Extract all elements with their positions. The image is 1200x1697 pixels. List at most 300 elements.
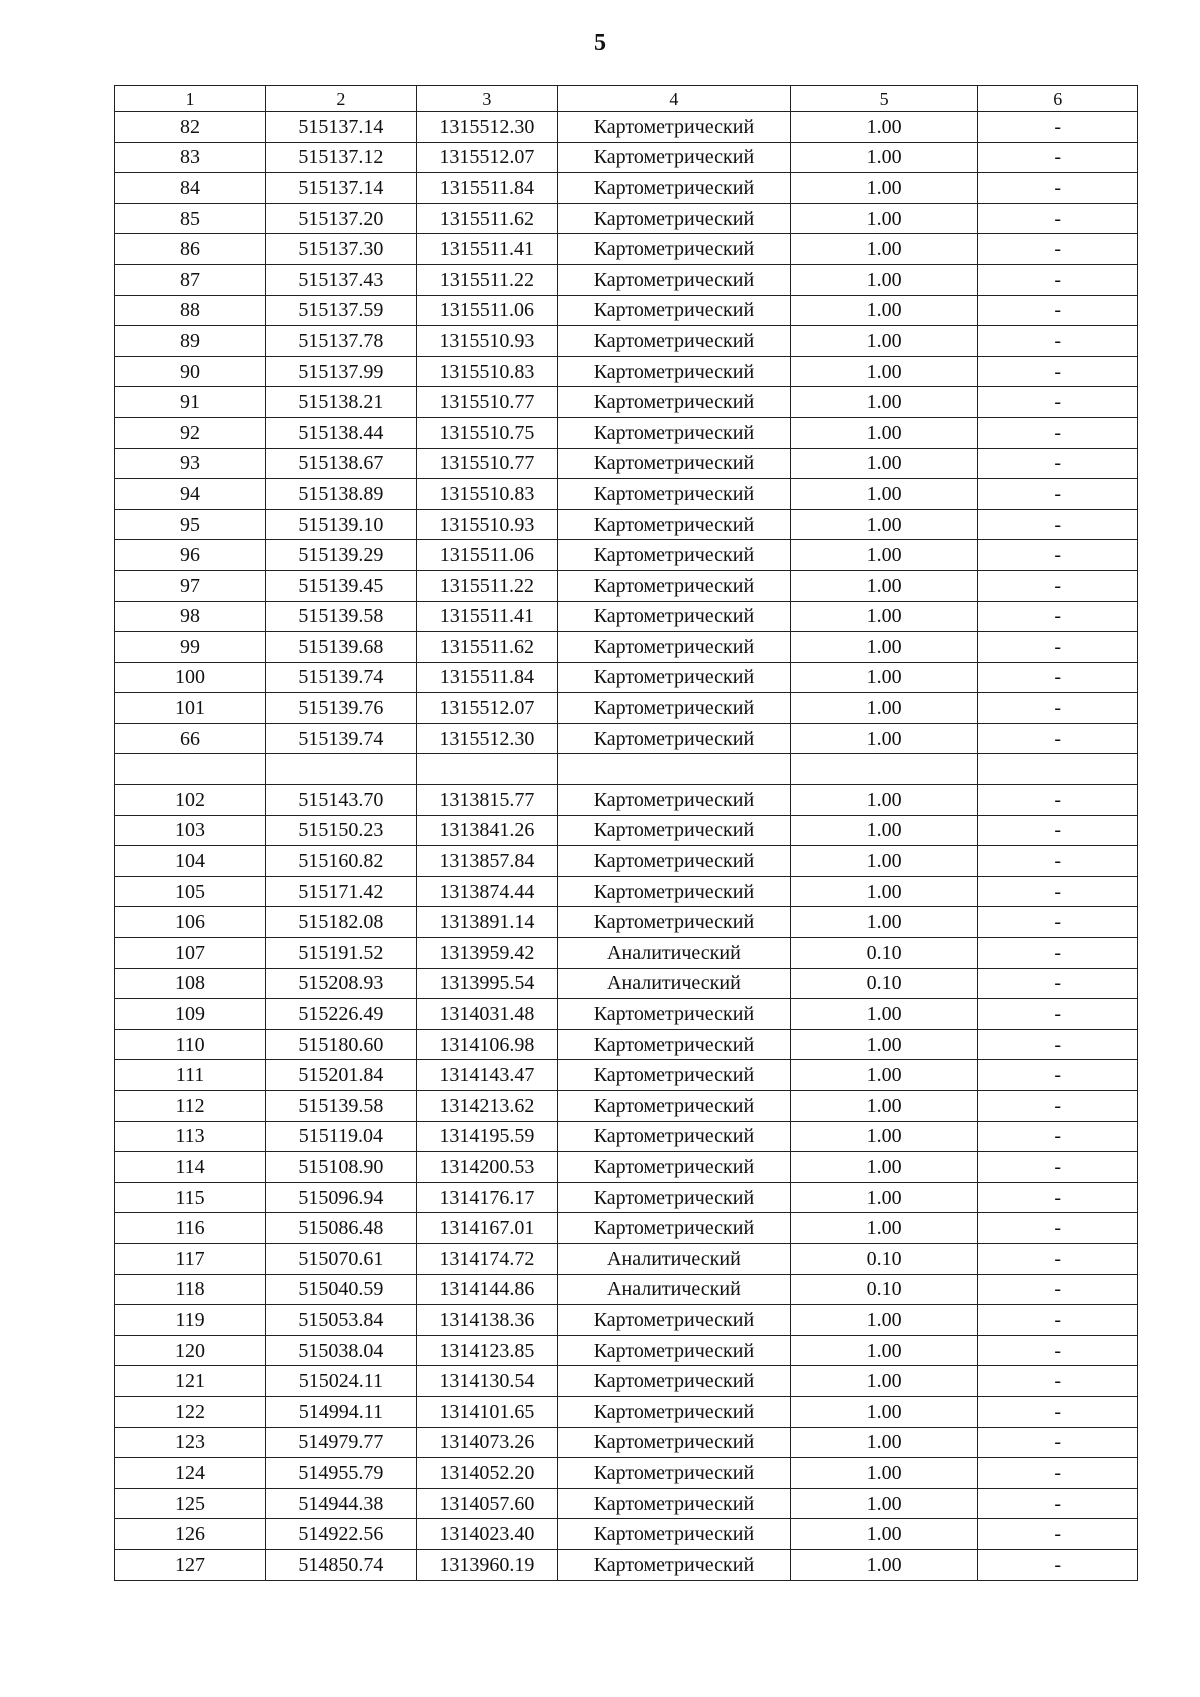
y-coordinate-cell: 1315510.77 bbox=[416, 448, 557, 479]
note-cell: - bbox=[978, 1091, 1138, 1122]
table-row bbox=[115, 693, 1138, 724]
column-header: 1 bbox=[115, 86, 266, 112]
x-coordinate-cell: 515139.29 bbox=[265, 540, 416, 571]
x-coordinate-cell: 514944.38 bbox=[265, 1488, 416, 1519]
accuracy-cell: 1.00 bbox=[790, 1060, 978, 1091]
note-cell: - bbox=[978, 1243, 1138, 1274]
accuracy-cell: 1.00 bbox=[790, 601, 978, 632]
note-cell: - bbox=[978, 815, 1138, 846]
coordinates-table bbox=[114, 85, 1138, 1581]
note-cell: - bbox=[978, 846, 1138, 877]
y-coordinate-cell: 1313857.84 bbox=[416, 846, 557, 877]
point-number-cell: 85 bbox=[115, 203, 266, 234]
table-row bbox=[115, 1458, 1138, 1489]
table-row bbox=[115, 203, 1138, 234]
method-cell: Картометрический bbox=[558, 1121, 791, 1152]
accuracy-cell: 1.00 bbox=[790, 234, 978, 265]
method-cell: Картометрический bbox=[558, 264, 791, 295]
accuracy-cell: 1.00 bbox=[790, 632, 978, 663]
accuracy-cell: 1.00 bbox=[790, 1335, 978, 1366]
table-row bbox=[115, 1549, 1138, 1580]
point-number-cell: 82 bbox=[115, 112, 266, 143]
accuracy-cell: 1.00 bbox=[790, 1396, 978, 1427]
note-cell: - bbox=[978, 907, 1138, 938]
y-coordinate-cell: 1313959.42 bbox=[416, 938, 557, 969]
point-number-cell: 108 bbox=[115, 968, 266, 999]
accuracy-cell: 1.00 bbox=[790, 693, 978, 724]
y-coordinate-cell: 1314052.20 bbox=[416, 1458, 557, 1489]
point-number-cell: 91 bbox=[115, 387, 266, 418]
note-cell: - bbox=[978, 142, 1138, 173]
x-coordinate-cell: 514979.77 bbox=[265, 1427, 416, 1458]
method-cell: Картометрический bbox=[558, 479, 791, 510]
note-cell: - bbox=[978, 1519, 1138, 1550]
x-coordinate-cell: 514955.79 bbox=[265, 1458, 416, 1489]
x-coordinate-cell: 515180.60 bbox=[265, 1029, 416, 1060]
y-coordinate-cell: 1315510.83 bbox=[416, 479, 557, 510]
y-coordinate-cell: 1314123.85 bbox=[416, 1335, 557, 1366]
table-row bbox=[115, 601, 1138, 632]
table-row bbox=[115, 938, 1138, 969]
note-cell: - bbox=[978, 1458, 1138, 1489]
point-number-cell: 98 bbox=[115, 601, 266, 632]
accuracy-cell: 1.00 bbox=[790, 112, 978, 143]
note-cell: - bbox=[978, 417, 1138, 448]
point-number-cell: 102 bbox=[115, 785, 266, 816]
table-row bbox=[115, 999, 1138, 1030]
accuracy-cell: 1.00 bbox=[790, 1488, 978, 1519]
note-cell: - bbox=[978, 203, 1138, 234]
method-cell: Картометрический bbox=[558, 693, 791, 724]
y-coordinate-cell: 1315512.07 bbox=[416, 142, 557, 173]
y-coordinate-cell: 1315511.06 bbox=[416, 295, 557, 326]
accuracy-cell bbox=[790, 754, 978, 785]
point-number-cell: 89 bbox=[115, 326, 266, 357]
note-cell: - bbox=[978, 938, 1138, 969]
accuracy-cell: 1.00 bbox=[790, 509, 978, 540]
note-cell: - bbox=[978, 1427, 1138, 1458]
accuracy-cell: 1.00 bbox=[790, 1152, 978, 1183]
table-row bbox=[115, 1029, 1138, 1060]
y-coordinate-cell: 1315511.22 bbox=[416, 570, 557, 601]
note-cell: - bbox=[978, 1121, 1138, 1152]
accuracy-cell: 1.00 bbox=[790, 1549, 978, 1580]
x-coordinate-cell: 515139.74 bbox=[265, 723, 416, 754]
method-cell: Картометрический bbox=[558, 846, 791, 877]
point-number-cell: 93 bbox=[115, 448, 266, 479]
point-number-cell: 66 bbox=[115, 723, 266, 754]
accuracy-cell: 1.00 bbox=[790, 326, 978, 357]
method-cell: Картометрический bbox=[558, 1549, 791, 1580]
column-header: 3 bbox=[416, 86, 557, 112]
table-row bbox=[115, 1519, 1138, 1550]
x-coordinate-cell: 515137.59 bbox=[265, 295, 416, 326]
x-coordinate-cell: 515208.93 bbox=[265, 968, 416, 999]
note-cell: - bbox=[978, 570, 1138, 601]
x-coordinate-cell: 515182.08 bbox=[265, 907, 416, 938]
x-coordinate-cell: 515137.78 bbox=[265, 326, 416, 357]
accuracy-cell: 1.00 bbox=[790, 1366, 978, 1397]
table-row bbox=[115, 295, 1138, 326]
y-coordinate-cell: 1315511.84 bbox=[416, 662, 557, 693]
page-number: 5 bbox=[594, 30, 606, 56]
table-row bbox=[115, 1305, 1138, 1336]
point-number-cell: 103 bbox=[115, 815, 266, 846]
x-coordinate-cell: 515191.52 bbox=[265, 938, 416, 969]
accuracy-cell: 1.00 bbox=[790, 723, 978, 754]
table-row bbox=[115, 1213, 1138, 1244]
x-coordinate-cell: 514850.74 bbox=[265, 1549, 416, 1580]
point-number-cell: 94 bbox=[115, 479, 266, 510]
method-cell: Картометрический bbox=[558, 785, 791, 816]
accuracy-cell: 1.00 bbox=[790, 479, 978, 510]
note-cell: - bbox=[978, 112, 1138, 143]
x-coordinate-cell: 515139.10 bbox=[265, 509, 416, 540]
accuracy-cell: 1.00 bbox=[790, 846, 978, 877]
point-number-cell: 87 bbox=[115, 264, 266, 295]
table-row bbox=[115, 876, 1138, 907]
note-cell: - bbox=[978, 876, 1138, 907]
table-row bbox=[115, 1335, 1138, 1366]
accuracy-cell: 1.00 bbox=[790, 999, 978, 1030]
table-row bbox=[115, 509, 1138, 540]
y-coordinate-cell: 1314176.17 bbox=[416, 1182, 557, 1213]
method-cell: Картометрический bbox=[558, 1305, 791, 1336]
point-number-cell: 123 bbox=[115, 1427, 266, 1458]
note-cell: - bbox=[978, 1182, 1138, 1213]
table-row bbox=[115, 326, 1138, 357]
accuracy-cell: 1.00 bbox=[790, 1029, 978, 1060]
y-coordinate-cell: 1314195.59 bbox=[416, 1121, 557, 1152]
y-coordinate-cell: 1315511.06 bbox=[416, 540, 557, 571]
y-coordinate-cell: 1314200.53 bbox=[416, 1152, 557, 1183]
point-number-cell: 88 bbox=[115, 295, 266, 326]
x-coordinate-cell: 515138.89 bbox=[265, 479, 416, 510]
y-coordinate-cell: 1314138.36 bbox=[416, 1305, 557, 1336]
x-coordinate-cell: 515024.11 bbox=[265, 1366, 416, 1397]
point-number-cell: 101 bbox=[115, 693, 266, 724]
x-coordinate-cell: 515150.23 bbox=[265, 815, 416, 846]
table-row bbox=[115, 723, 1138, 754]
point-number-cell: 83 bbox=[115, 142, 266, 173]
column-header: 6 bbox=[978, 86, 1138, 112]
method-cell: Картометрический bbox=[558, 540, 791, 571]
table-row bbox=[115, 112, 1138, 143]
y-coordinate-cell: 1315512.07 bbox=[416, 693, 557, 724]
method-cell: Аналитический bbox=[558, 968, 791, 999]
accuracy-cell: 1.00 bbox=[790, 662, 978, 693]
note-cell: - bbox=[978, 356, 1138, 387]
accuracy-cell: 1.00 bbox=[790, 356, 978, 387]
x-coordinate-cell: 515160.82 bbox=[265, 846, 416, 877]
y-coordinate-cell: 1314213.62 bbox=[416, 1091, 557, 1122]
point-number-cell: 109 bbox=[115, 999, 266, 1030]
y-coordinate-cell: 1315511.62 bbox=[416, 203, 557, 234]
table-row bbox=[115, 264, 1138, 295]
method-cell: Картометрический bbox=[558, 1029, 791, 1060]
column-header: 2 bbox=[265, 86, 416, 112]
table-row bbox=[115, 907, 1138, 938]
x-coordinate-cell: 515053.84 bbox=[265, 1305, 416, 1336]
note-cell: - bbox=[978, 295, 1138, 326]
note-cell: - bbox=[978, 479, 1138, 510]
method-cell: Картометрический bbox=[558, 632, 791, 663]
method-cell: Картометрический bbox=[558, 876, 791, 907]
table-row bbox=[115, 1274, 1138, 1305]
accuracy-cell: 0.10 bbox=[790, 938, 978, 969]
point-number-cell: 110 bbox=[115, 1029, 266, 1060]
note-cell bbox=[978, 754, 1138, 785]
note-cell: - bbox=[978, 693, 1138, 724]
method-cell: Картометрический bbox=[558, 112, 791, 143]
y-coordinate-cell: 1313891.14 bbox=[416, 907, 557, 938]
note-cell: - bbox=[978, 173, 1138, 204]
accuracy-cell: 1.00 bbox=[790, 173, 978, 204]
point-number-cell: 122 bbox=[115, 1396, 266, 1427]
x-coordinate-cell bbox=[265, 754, 416, 785]
x-coordinate-cell: 515086.48 bbox=[265, 1213, 416, 1244]
table-body bbox=[115, 86, 1138, 1581]
point-number-cell: 111 bbox=[115, 1060, 266, 1091]
note-cell: - bbox=[978, 264, 1138, 295]
table-row bbox=[115, 1427, 1138, 1458]
table-row bbox=[115, 1091, 1138, 1122]
table-row bbox=[115, 662, 1138, 693]
point-number-cell: 125 bbox=[115, 1488, 266, 1519]
method-cell: Картометрический bbox=[558, 1182, 791, 1213]
table-row bbox=[115, 1396, 1138, 1427]
x-coordinate-cell: 515139.76 bbox=[265, 693, 416, 724]
point-number-cell: 96 bbox=[115, 540, 266, 571]
table-row bbox=[115, 632, 1138, 663]
y-coordinate-cell: 1314023.40 bbox=[416, 1519, 557, 1550]
point-number-cell: 106 bbox=[115, 907, 266, 938]
y-coordinate-cell: 1314101.65 bbox=[416, 1396, 557, 1427]
accuracy-cell: 1.00 bbox=[790, 1305, 978, 1336]
x-coordinate-cell: 515201.84 bbox=[265, 1060, 416, 1091]
x-coordinate-cell: 515226.49 bbox=[265, 999, 416, 1030]
x-coordinate-cell: 514922.56 bbox=[265, 1519, 416, 1550]
method-cell: Картометрический bbox=[558, 234, 791, 265]
method-cell: Картометрический bbox=[558, 907, 791, 938]
y-coordinate-cell: 1313815.77 bbox=[416, 785, 557, 816]
y-coordinate-cell: 1314167.01 bbox=[416, 1213, 557, 1244]
y-coordinate-cell: 1315511.22 bbox=[416, 264, 557, 295]
table-row bbox=[115, 1488, 1138, 1519]
method-cell: Картометрический bbox=[558, 1519, 791, 1550]
point-number-cell: 124 bbox=[115, 1458, 266, 1489]
accuracy-cell: 1.00 bbox=[790, 295, 978, 326]
x-coordinate-cell: 515038.04 bbox=[265, 1335, 416, 1366]
note-cell: - bbox=[978, 234, 1138, 265]
accuracy-cell: 1.00 bbox=[790, 448, 978, 479]
point-number-cell: 127 bbox=[115, 1549, 266, 1580]
note-cell: - bbox=[978, 509, 1138, 540]
table-row bbox=[115, 846, 1138, 877]
accuracy-cell: 1.00 bbox=[790, 203, 978, 234]
point-number-cell: 126 bbox=[115, 1519, 266, 1550]
accuracy-cell: 1.00 bbox=[790, 815, 978, 846]
table-row bbox=[115, 785, 1138, 816]
y-coordinate-cell: 1315510.93 bbox=[416, 326, 557, 357]
note-cell: - bbox=[978, 387, 1138, 418]
point-number-cell: 120 bbox=[115, 1335, 266, 1366]
method-cell: Картометрический bbox=[558, 1213, 791, 1244]
accuracy-cell: 1.00 bbox=[790, 1458, 978, 1489]
x-coordinate-cell: 515139.68 bbox=[265, 632, 416, 663]
point-number-cell: 90 bbox=[115, 356, 266, 387]
accuracy-cell: 1.00 bbox=[790, 387, 978, 418]
y-coordinate-cell: 1315512.30 bbox=[416, 112, 557, 143]
table-row bbox=[115, 234, 1138, 265]
x-coordinate-cell: 515070.61 bbox=[265, 1243, 416, 1274]
note-cell: - bbox=[978, 1305, 1138, 1336]
table-row bbox=[115, 173, 1138, 204]
point-number-cell: 116 bbox=[115, 1213, 266, 1244]
method-cell: Картометрический bbox=[558, 448, 791, 479]
y-coordinate-cell: 1315511.41 bbox=[416, 234, 557, 265]
x-coordinate-cell: 515137.43 bbox=[265, 264, 416, 295]
accuracy-cell: 1.00 bbox=[790, 1519, 978, 1550]
method-cell: Картометрический bbox=[558, 1335, 791, 1366]
method-cell: Картометрический bbox=[558, 570, 791, 601]
method-cell: Картометрический bbox=[558, 999, 791, 1030]
method-cell: Картометрический bbox=[558, 601, 791, 632]
method-cell: Картометрический bbox=[558, 815, 791, 846]
point-number-cell: 121 bbox=[115, 1366, 266, 1397]
y-coordinate-cell bbox=[416, 754, 557, 785]
x-coordinate-cell: 515138.44 bbox=[265, 417, 416, 448]
table-row bbox=[115, 448, 1138, 479]
point-number-cell: 99 bbox=[115, 632, 266, 663]
note-cell: - bbox=[978, 1335, 1138, 1366]
y-coordinate-cell: 1314144.86 bbox=[416, 1274, 557, 1305]
accuracy-cell: 1.00 bbox=[790, 785, 978, 816]
method-cell: Картометрический bbox=[558, 509, 791, 540]
accuracy-cell: 1.00 bbox=[790, 876, 978, 907]
column-header: 4 bbox=[558, 86, 791, 112]
table-row bbox=[115, 1121, 1138, 1152]
point-number-cell: 119 bbox=[115, 1305, 266, 1336]
x-coordinate-cell: 515137.99 bbox=[265, 356, 416, 387]
accuracy-cell: 1.00 bbox=[790, 417, 978, 448]
y-coordinate-cell: 1315510.75 bbox=[416, 417, 557, 448]
accuracy-cell: 1.00 bbox=[790, 1213, 978, 1244]
accuracy-cell: 1.00 bbox=[790, 540, 978, 571]
y-coordinate-cell: 1314174.72 bbox=[416, 1243, 557, 1274]
accuracy-cell: 1.00 bbox=[790, 570, 978, 601]
point-number-cell: 118 bbox=[115, 1274, 266, 1305]
method-cell: Картометрический bbox=[558, 295, 791, 326]
note-cell: - bbox=[978, 785, 1138, 816]
accuracy-cell: 1.00 bbox=[790, 264, 978, 295]
note-cell: - bbox=[978, 999, 1138, 1030]
method-cell bbox=[558, 754, 791, 785]
method-cell: Картометрический bbox=[558, 142, 791, 173]
point-number-cell: 107 bbox=[115, 938, 266, 969]
table-row bbox=[115, 1366, 1138, 1397]
x-coordinate-cell: 515108.90 bbox=[265, 1152, 416, 1183]
table-row bbox=[115, 1182, 1138, 1213]
point-number-cell: 117 bbox=[115, 1243, 266, 1274]
point-number-cell: 86 bbox=[115, 234, 266, 265]
method-cell: Картометрический bbox=[558, 1488, 791, 1519]
method-cell: Картометрический bbox=[558, 1152, 791, 1183]
accuracy-cell: 1.00 bbox=[790, 907, 978, 938]
y-coordinate-cell: 1313960.19 bbox=[416, 1549, 557, 1580]
accuracy-cell: 0.10 bbox=[790, 968, 978, 999]
y-coordinate-cell: 1315511.84 bbox=[416, 173, 557, 204]
x-coordinate-cell: 515143.70 bbox=[265, 785, 416, 816]
method-cell: Аналитический bbox=[558, 1274, 791, 1305]
point-number-cell: 100 bbox=[115, 662, 266, 693]
y-coordinate-cell: 1315510.93 bbox=[416, 509, 557, 540]
x-coordinate-cell: 515139.58 bbox=[265, 601, 416, 632]
x-coordinate-cell: 515139.45 bbox=[265, 570, 416, 601]
y-coordinate-cell: 1314057.60 bbox=[416, 1488, 557, 1519]
y-coordinate-cell: 1313995.54 bbox=[416, 968, 557, 999]
y-coordinate-cell: 1314143.47 bbox=[416, 1060, 557, 1091]
table-row bbox=[115, 1152, 1138, 1183]
point-number-cell: 115 bbox=[115, 1182, 266, 1213]
x-coordinate-cell: 515138.21 bbox=[265, 387, 416, 418]
x-coordinate-cell: 515139.74 bbox=[265, 662, 416, 693]
x-coordinate-cell: 515096.94 bbox=[265, 1182, 416, 1213]
x-coordinate-cell: 514994.11 bbox=[265, 1396, 416, 1427]
column-header: 5 bbox=[790, 86, 978, 112]
point-number-cell: 114 bbox=[115, 1152, 266, 1183]
point-number-cell: 104 bbox=[115, 846, 266, 877]
point-number-cell: 92 bbox=[115, 417, 266, 448]
method-cell: Картометрический bbox=[558, 1060, 791, 1091]
method-cell: Картометрический bbox=[558, 1458, 791, 1489]
method-cell: Аналитический bbox=[558, 1243, 791, 1274]
y-coordinate-cell: 1314073.26 bbox=[416, 1427, 557, 1458]
method-cell: Картометрический bbox=[558, 1091, 791, 1122]
method-cell: Картометрический bbox=[558, 387, 791, 418]
table-row bbox=[115, 356, 1138, 387]
y-coordinate-cell: 1313841.26 bbox=[416, 815, 557, 846]
y-coordinate-cell: 1315512.30 bbox=[416, 723, 557, 754]
accuracy-cell: 1.00 bbox=[790, 1427, 978, 1458]
accuracy-cell: 1.00 bbox=[790, 1182, 978, 1213]
method-cell: Картометрический bbox=[558, 326, 791, 357]
note-cell: - bbox=[978, 1366, 1138, 1397]
note-cell: - bbox=[978, 601, 1138, 632]
note-cell: - bbox=[978, 1213, 1138, 1244]
table-row bbox=[115, 815, 1138, 846]
x-coordinate-cell: 515137.14 bbox=[265, 173, 416, 204]
table-separator-row bbox=[115, 754, 1138, 785]
table-row bbox=[115, 540, 1138, 571]
method-cell: Картометрический bbox=[558, 1427, 791, 1458]
note-cell: - bbox=[978, 540, 1138, 571]
note-cell: - bbox=[978, 723, 1138, 754]
note-cell: - bbox=[978, 1029, 1138, 1060]
y-coordinate-cell: 1315510.77 bbox=[416, 387, 557, 418]
x-coordinate-cell: 515138.67 bbox=[265, 448, 416, 479]
accuracy-cell: 1.00 bbox=[790, 142, 978, 173]
method-cell: Картометрический bbox=[558, 356, 791, 387]
y-coordinate-cell: 1314130.54 bbox=[416, 1366, 557, 1397]
note-cell: - bbox=[978, 1152, 1138, 1183]
x-coordinate-cell: 515137.20 bbox=[265, 203, 416, 234]
y-coordinate-cell: 1314106.98 bbox=[416, 1029, 557, 1060]
x-coordinate-cell: 515137.12 bbox=[265, 142, 416, 173]
method-cell: Картометрический bbox=[558, 417, 791, 448]
table-row bbox=[115, 417, 1138, 448]
point-number-cell: 95 bbox=[115, 509, 266, 540]
